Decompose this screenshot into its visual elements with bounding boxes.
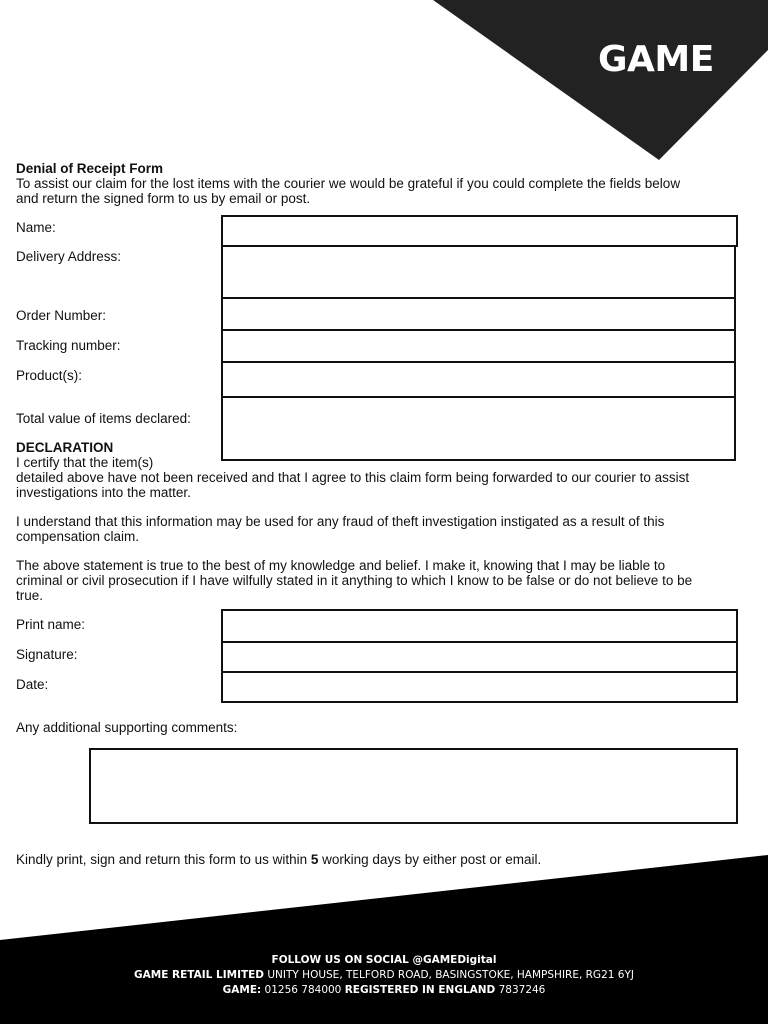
print-name-field[interactable] xyxy=(221,609,738,643)
tracking-number-field[interactable] xyxy=(221,329,736,363)
order-number-label: Order Number: xyxy=(16,308,107,323)
comments-label: Any additional supporting comments: xyxy=(16,720,238,735)
footer-address-text: UNITY HOUSE, TELFORD ROAD, BASINGSTOKE, HAMPSHIRE, RG21 6YJ xyxy=(264,969,634,981)
statement-line-1: The above statement is true to the best of my knowledge and belief. I make it, knowing that I may be liable to xyxy=(16,558,666,573)
footer-registered: REGISTERED IN ENGLAND xyxy=(344,984,496,996)
form-title: Denial of Receipt Form xyxy=(16,161,164,176)
footer-social: FOLLOW US ON SOCIAL @GAMEDigital xyxy=(271,954,497,966)
closing-days: 5 xyxy=(310,852,319,867)
total-value-field[interactable] xyxy=(221,396,736,461)
footer-company: GAME RETAIL LIMITED xyxy=(134,969,265,981)
fraud-notice-line-1: I understand that this information may be used for any fraud of theft investigation instigated as a result of this xyxy=(16,514,665,529)
declaration-heading: DECLARATION xyxy=(16,440,114,455)
order-number-field[interactable] xyxy=(221,297,736,331)
name-field[interactable] xyxy=(221,215,738,247)
products-field[interactable] xyxy=(221,361,736,398)
declaration-line-3: investigations into the matter. xyxy=(16,485,191,500)
print-name-label: Print name: xyxy=(16,617,86,632)
closing-text-after: working days by either post or email. xyxy=(318,852,542,867)
intro-line-1: To assist our claim for the lost items with the courier we would be grateful if you could complete the fields below xyxy=(16,176,681,191)
footer-banner xyxy=(0,850,768,1024)
date-field[interactable] xyxy=(221,671,738,703)
delivery-address-field[interactable] xyxy=(221,245,736,299)
footer-phone: 01256 784000 xyxy=(261,984,345,996)
header-banner xyxy=(0,0,768,170)
signature-label: Signature: xyxy=(16,647,78,662)
signature-field[interactable] xyxy=(221,641,738,673)
total-value-label: Total value of items declared: xyxy=(16,411,191,426)
statement-line-2: criminal or civil prosecution if I have wilfully stated in it anything to which I know to be false or do not believe to be xyxy=(16,573,693,588)
footer-contact xyxy=(0,983,768,997)
footer-reg-number: 7837246 xyxy=(495,984,546,996)
comments-field[interactable] xyxy=(89,748,738,824)
products-label: Product(s): xyxy=(16,368,83,383)
tracking-number-label: Tracking number: xyxy=(16,338,121,353)
closing-text-before: Kindly print, sign and return this form to us within xyxy=(16,852,311,867)
fraud-notice-line-2: compensation claim. xyxy=(16,529,140,544)
date-label: Date: xyxy=(16,677,49,692)
name-label: Name: xyxy=(16,220,56,235)
game-logo: GAME xyxy=(598,39,714,80)
declaration-line-1: I certify that the item(s) xyxy=(16,455,154,470)
footer-address xyxy=(0,968,768,982)
delivery-address-label: Delivery Address: xyxy=(16,249,122,264)
intro-line-2: and return the signed form to us by email or post. xyxy=(16,191,311,206)
declaration-line-2: detailed above have not been received and that I agree to this claim form being forwarded to our courier to assist xyxy=(16,470,690,485)
footer-phone-label: GAME: xyxy=(222,984,262,996)
statement-line-3: true. xyxy=(16,588,44,603)
